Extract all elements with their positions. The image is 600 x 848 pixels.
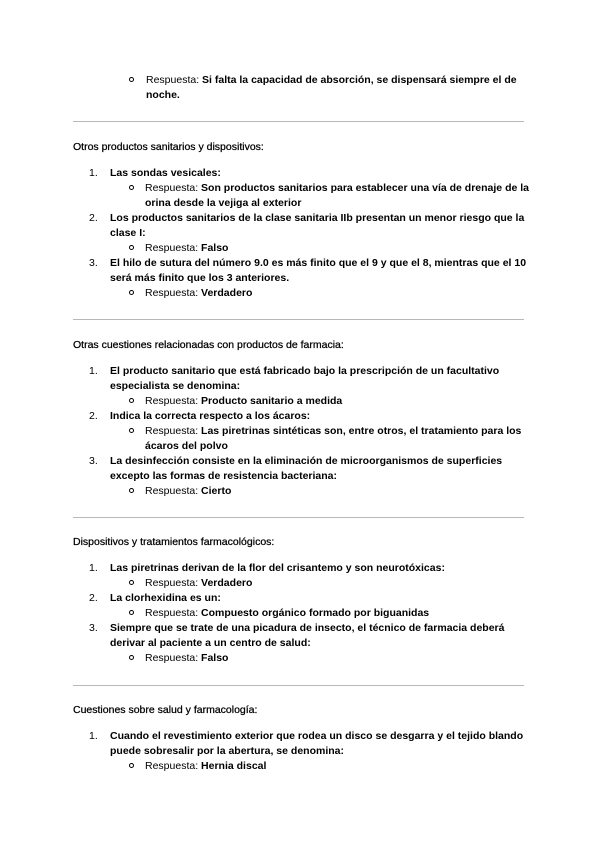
question-number: 1.	[89, 365, 98, 377]
answer-label: Respuesta:	[145, 607, 202, 619]
section-title: Otros productos sanitarios y dispositivos:	[73, 141, 264, 153]
answer-label: Respuesta:	[146, 74, 203, 86]
answer-value: Si falta la capacidad de absorción, se dispensará siempre el de noche.	[146, 74, 517, 101]
answer-value: Cierto	[201, 485, 232, 497]
answer-value: Hernia discal	[201, 760, 267, 772]
question-item	[73, 561, 533, 591]
section-title: Otras cuestiones relacionadas con productos de farmacia:	[73, 339, 344, 351]
question-item	[73, 364, 533, 409]
hollow-bullet-icon	[129, 290, 134, 295]
question-text: El producto sanitario que está fabricado bajo la prescripción de un facultativo especialista se denomina:	[110, 365, 500, 392]
answer-label: Respuesta:	[145, 425, 202, 437]
answer-label: Respuesta:	[145, 760, 202, 772]
answer-item	[110, 484, 533, 499]
answer-item	[110, 606, 533, 621]
section-divider	[73, 319, 524, 320]
hollow-bullet-icon	[129, 245, 134, 250]
question-list	[73, 561, 533, 666]
question-list	[73, 729, 533, 774]
hollow-bullet-icon	[129, 488, 134, 493]
question-list	[73, 166, 533, 301]
answer-label: Respuesta:	[145, 485, 202, 497]
question-text: La clorhexidina es un:	[110, 592, 221, 604]
question-number: 3.	[89, 455, 98, 467]
answer-item	[110, 651, 533, 666]
question-item	[73, 211, 533, 256]
question-number: 2.	[89, 212, 98, 224]
question-number: 2.	[89, 410, 98, 422]
answer-value: Compuesto orgánico formado por biguanidas	[201, 607, 430, 619]
question-item	[73, 166, 533, 211]
question-text: Cuando el revestimiento exterior que rodea un disco se desgarra y el tejido blando puede sobresalir por la abertura, se denomina:	[110, 730, 524, 757]
answer-value: Las piretrinas sintéticas son, entre otros, el tratamiento para los ácaros del polvo	[145, 425, 522, 452]
answer-label: Respuesta:	[145, 577, 202, 589]
question-number: 2.	[89, 592, 98, 604]
section-divider	[73, 121, 524, 122]
question-number: 1.	[89, 562, 98, 574]
question-text: Los productos sanitarios de la clase sanitaria IIb presentan un menor riesgo que la clase I:	[110, 212, 525, 239]
answer-label: Respuesta:	[145, 287, 202, 299]
answer-value: Falso	[201, 652, 229, 664]
section-otras-cuestiones	[73, 338, 533, 499]
answer-item	[110, 424, 533, 454]
question-text: La desinfección consiste en la eliminación de microorganismos de superficies excepto las formas de resistencia bacteriana:	[110, 455, 503, 482]
answer-item	[110, 241, 533, 256]
section-divider	[73, 517, 524, 518]
section-dispositivos-tratamientos	[73, 535, 533, 666]
hollow-bullet-icon	[129, 398, 134, 403]
answer-value: Verdadero	[201, 577, 253, 589]
section-title: Dispositivos y tratamientos farmacológicos:	[73, 536, 275, 548]
continued-answer	[128, 73, 528, 103]
answer-value: Verdadero	[201, 287, 253, 299]
answer-label: Respuesta:	[145, 395, 202, 407]
hollow-bullet-icon	[129, 655, 134, 660]
answer-value: Son productos sanitarios para establecer una vía de drenaje de la orina desde la vejiga al exterior	[145, 182, 529, 209]
section-salud-farmacologia	[73, 703, 533, 774]
section-otros-productos	[73, 140, 533, 301]
hollow-bullet-icon	[129, 580, 134, 585]
answer-item	[110, 181, 533, 211]
question-text: El hilo de sutura del número 9.0 es más finito que el 9 y que el 8, mientras que el 10 será más finito que los 3 anteriores.	[110, 257, 527, 284]
question-item	[73, 256, 533, 301]
section-title: Cuestiones sobre salud y farmacología:	[73, 704, 258, 716]
question-item	[73, 454, 533, 499]
section-divider	[73, 685, 524, 686]
answer-value: Falso	[201, 242, 229, 254]
hollow-bullet-icon	[129, 428, 134, 433]
question-text: Indica la correcta respecto a los ácaros:	[110, 410, 311, 422]
answer-label: Respuesta:	[145, 652, 202, 664]
question-text: Las piretrinas derivan de la flor del crisantemo y son neurotóxicas:	[110, 562, 445, 574]
question-item	[73, 621, 533, 666]
hollow-bullet-icon	[129, 77, 134, 82]
question-text: Las sondas vesicales:	[110, 167, 221, 179]
question-item	[73, 729, 533, 774]
question-number: 1.	[89, 167, 98, 179]
answer-item	[110, 286, 533, 301]
question-list	[73, 364, 533, 499]
question-item	[73, 409, 533, 454]
answer-item	[110, 759, 533, 774]
answer-item	[110, 576, 533, 591]
question-number: 3.	[89, 622, 98, 634]
answer-label: Respuesta:	[145, 182, 202, 194]
question-item	[73, 591, 533, 621]
answer-item	[110, 394, 533, 409]
hollow-bullet-icon	[129, 763, 134, 768]
question-text: Siempre que se trate de una picadura de insecto, el técnico de farmacia deberá derivar al paciente a un centro de salud:	[110, 622, 505, 649]
question-number: 3.	[89, 257, 98, 269]
question-number: 1.	[89, 730, 98, 742]
answer-item	[128, 73, 528, 103]
hollow-bullet-icon	[129, 610, 134, 615]
answer-value: Producto sanitario a medida	[201, 395, 343, 407]
hollow-bullet-icon	[129, 185, 134, 190]
answer-label: Respuesta:	[145, 242, 202, 254]
